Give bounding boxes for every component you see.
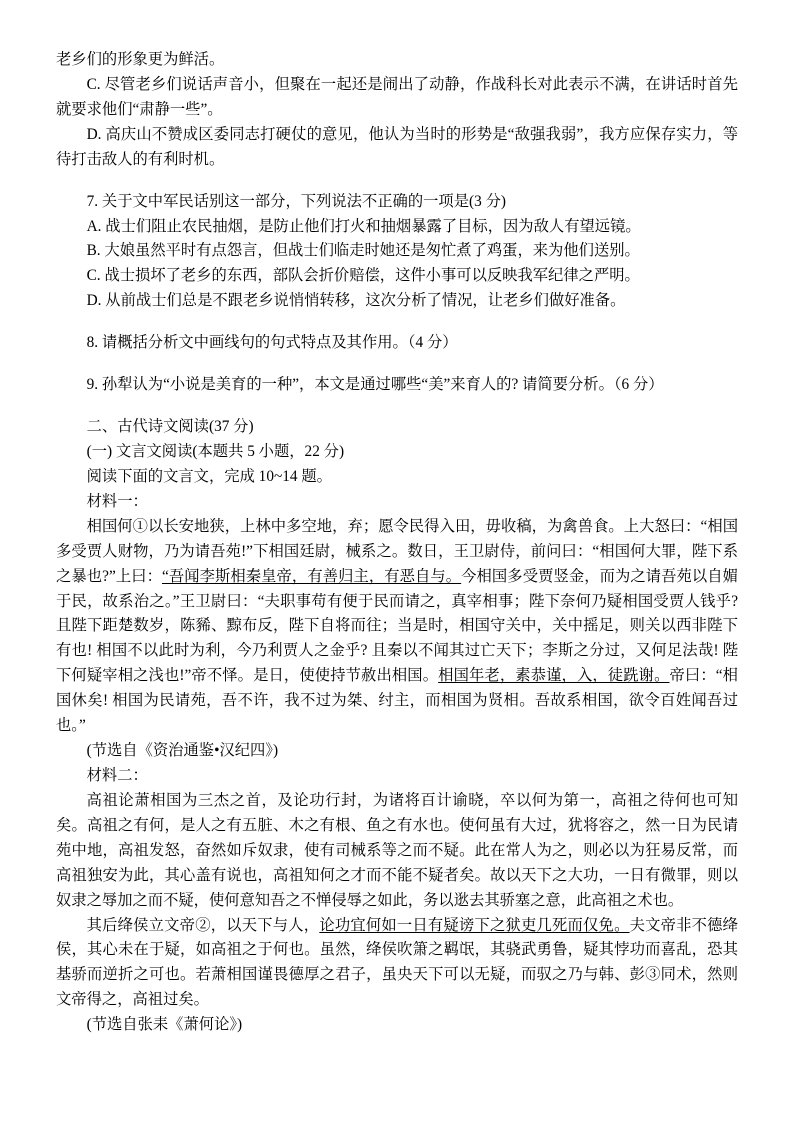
paragraph: D. 高庆山不赞成区委同志打硬仗的意见，他认为当时的形势是“敌强我弱”，我方应保存实力，等待打击敌人的有利时机。 bbox=[56, 125, 738, 168]
paragraph-spacer bbox=[56, 314, 738, 331]
paragraph: C. 尽管老乡们说话声音小，但聚在一起还是闹出了动静，作战科长对此表示不满，在讲话时首先就要求他们“肃静一些”。 bbox=[56, 75, 738, 118]
underlined-text: “吾闻李斯相秦皇帝，有善归主，有恶自与。 bbox=[161, 567, 462, 585]
paragraph: B. 大娘虽然平时有点怨言，但战士们临走时她还是匆忙煮了鸡蛋，来为他们送别。 bbox=[86, 242, 640, 260]
paragraph: (节选自《资治通鉴•汉纪四》) bbox=[86, 742, 279, 760]
text-run: 今相国多受贾竖金，而为之请吾苑以自媚于民，故系治之。”王卫尉曰：“夫职事苟有便于民而请之，真宰相事；陛下奈何乃疑相国受贾人钱乎? 且陛下距楚数岁，陈豨、黥布反，陛下自将而往；当是时，相国守关中，关中摇足，则关以西非陛下有也! 相国不以此时为利，今乃利贾人之金乎? 且秦以不闻其过亡天下；李斯之分过，又何足法哉! 陛下何疑宰相之浅也!”帝不怿。是日，使使持节赦出相国。 bbox=[56, 567, 738, 685]
paragraph: 9. 孙犁认为“小说是美育的一种”，本文是通过哪些“美”来育人的? 请简要分析。（6 分） bbox=[86, 376, 664, 394]
underlined-text: 相国年老，素恭谨，入，徒跣谢。 bbox=[438, 667, 670, 685]
paragraph: (一) 文言文阅读(本题共 5 小题，22 分) bbox=[86, 442, 345, 460]
paragraph: C. 战士损坏了老乡的东西，部队会折价赔偿，这件小事可以反映我军纪律之严明。 bbox=[86, 267, 640, 285]
text-run: 其后绛侯立文帝②，以天下与人， bbox=[86, 916, 320, 934]
paragraph: 二、古代诗文阅读(37 分) bbox=[86, 418, 254, 436]
paragraph-spacer bbox=[56, 398, 738, 415]
paragraph: 材料二： bbox=[86, 766, 148, 784]
text-run: 相国何①以长安地狭，上林中多空地，弃；愿令民得入田，毋收稿，为禽兽食。上大怒曰：“相国多受贾人财物，乃为请吾苑!”下相国廷尉，械系之。数日，王卫尉侍，前问曰：“相国何大罪，陛下系之暴也?”上曰： bbox=[56, 517, 738, 585]
paragraph: 8. 请概括分析文中画线句的句式特点及其作用。（4 分） bbox=[86, 334, 458, 352]
paragraph bbox=[56, 914, 738, 1014]
paragraph-spacer bbox=[56, 173, 738, 190]
paragraph: A. 战士们阻止农民抽烟，是防止他们打火和抽烟暴露了目标，因为敌人有望远镜。 bbox=[86, 217, 641, 235]
paragraph bbox=[56, 515, 738, 739]
paragraph: 7. 关于文中军民话别这一部分，下列说法不正确的一项是(3 分) bbox=[86, 192, 506, 210]
text-run: 帝曰：“相国休矣! 相国为民请苑，吾不许，我不过为桀、纣主，而相国为贤相。吾故系相国，欲令百姓闻吾过也。” bbox=[56, 667, 738, 735]
paragraph: 老乡们的形象更为鲜活。 bbox=[56, 51, 225, 68]
paragraph: 材料一： bbox=[86, 492, 148, 510]
underlined-text: 论功宜何如一日有疑谤下之狱吏几死而仅免。 bbox=[319, 916, 630, 934]
document-body bbox=[56, 48, 738, 1038]
paragraph: (节选自张耒《萧何论》) bbox=[86, 1016, 243, 1034]
text-run: 夫文帝非不德绛侯，其心未在于疑，如高祖之于何也。虽然，绛侯吹箫之羁氓，其骁武勇鲁，疑其悖功而喜乱，恐其基骄而逆折之可也。若萧相国谨畏德厚之君子，虽央天下可以无疑，而驭之乃与韩、彭③同术，然则文帝得之，高祖过矣。 bbox=[56, 916, 738, 1009]
paragraph-spacer bbox=[56, 356, 738, 373]
paragraph: 高祖论萧相国为三杰之首，及论功行封，为诸将百计谕晓，卒以何为第一，高祖之待何也可知矣。高祖之有何，是人之有五脏、木之有根、鱼之有水也。使何虽有大过，犹将容之，然一日为民请苑中地，高祖发怒，奋然如斥奴隶，使有司械系等之而不疑。此在常人为之，则必以为狂易反常，而高祖独安为此，其心盖有说也，高祖知何之才而不能不疑者矣。故以天下之大功，一日有微罪，则以奴隶之辱加之而不疑，使何意知吾之不惮侵辱之如此，务以逖去其骄塞之意，此高祖之术也。 bbox=[56, 791, 738, 909]
paragraph: D. 从前战士们总是不跟老乡说悄悄转移，这次分析了情况，让老乡们做好准备。 bbox=[86, 292, 626, 310]
paragraph: 阅读下面的文言文，完成 10~14 题。 bbox=[86, 467, 332, 485]
